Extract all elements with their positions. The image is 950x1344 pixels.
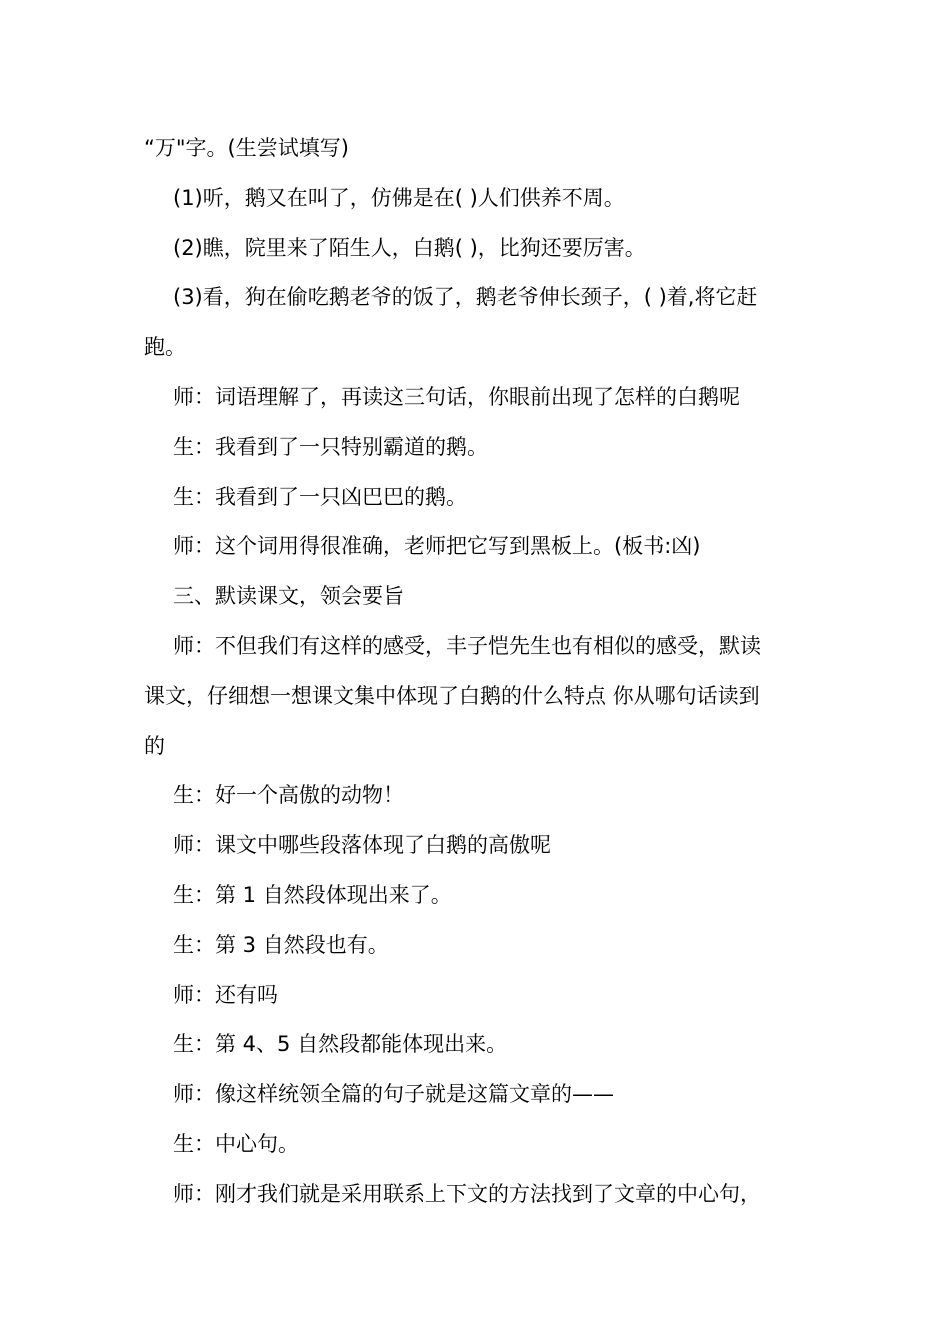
text-line-5: 跑。 [144, 335, 186, 360]
text-line-22: 师：刚才我们就是采用联系上下文的方法找到了文章的中心句， [173, 1181, 761, 1206]
text-line-9: 师：这个词用得很准确，老师把它写到黑板上。(板书:凶) [173, 534, 701, 559]
text-line-12: 课文，仔细想一想课文集中体现了白鹅的什么特点 你从哪句话读到 [144, 683, 760, 708]
text-line-11: 师：不但我们有这样的感受，丰子恺先生也有相似的感受，默读 [173, 633, 761, 658]
text-line-20: 师：像这样统领全篇的句子就是这篇文章的—— [173, 1082, 614, 1107]
text-line-4: (3)看，狗在偷吃鹅老爷的饭了，鹅老爷伸长颈子，( )着,将它赶 [173, 285, 758, 310]
text-line-2: (1)听，鹅又在叫了，仿佛是在( )人们供养不周。 [173, 185, 625, 210]
text-line-13: 的 [144, 733, 165, 758]
text-line-17: 生：第 3 自然段也有。 [173, 932, 389, 957]
text-line-3: (2)瞧，院里来了陌生人，白鹅( )，比狗还要厉害。 [173, 235, 646, 260]
document-page [144, 124, 809, 1220]
text-line-21: 生：中心句。 [173, 1131, 299, 1156]
text-line-19: 生：第 4、5 自然段都能体现出来。 [173, 1032, 508, 1057]
text-line-8: 生：我看到了一只凶巴巴的鹅。 [173, 484, 467, 509]
section-heading: 三、默读课文，领会要旨 [173, 584, 404, 609]
text-line-14: 生：好一个高傲的动物！ [173, 783, 404, 808]
text-line-7: 生：我看到了一只特别霸道的鹅。 [173, 434, 488, 459]
text-line-1: “万"字。(生尝试填写) [144, 136, 349, 160]
text-line-16: 生：第 1 自然段体现出来了。 [173, 882, 452, 907]
text-line-18: 师：还有吗 [173, 982, 278, 1007]
text-line-6: 师：词语理解了，再读这三句话，你眼前出现了怎样的白鹅呢 [173, 384, 740, 409]
text-line-15: 师：课文中哪些段落体现了白鹅的高傲呢 [173, 833, 551, 858]
